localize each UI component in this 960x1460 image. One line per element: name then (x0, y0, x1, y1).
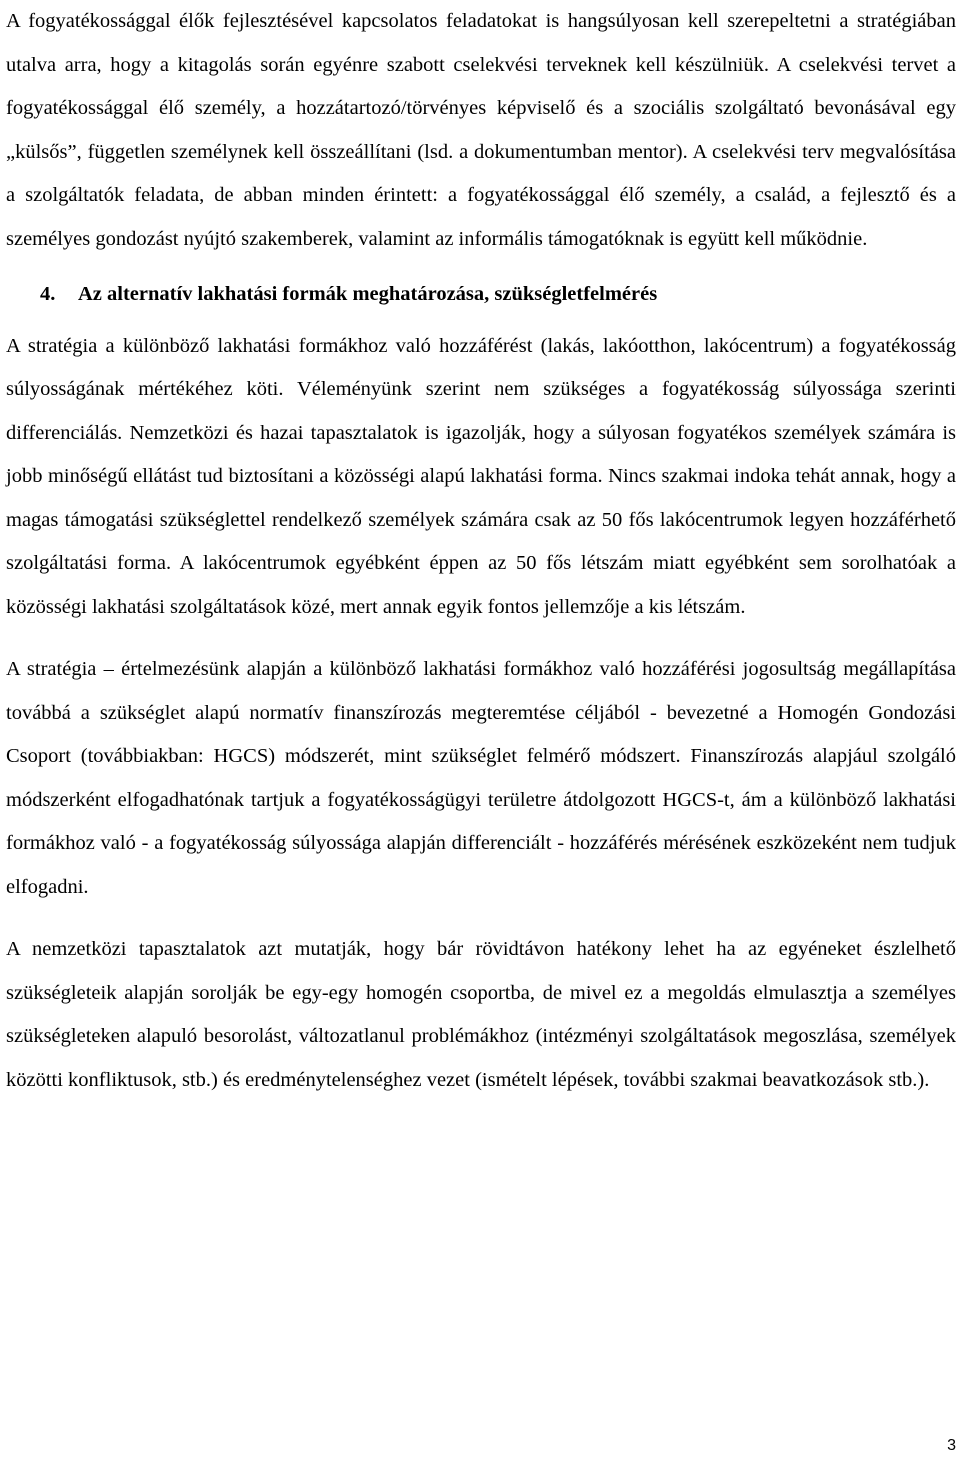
section-title: Az alternatív lakhatási formák meghatározása, szükségletfelmérés (78, 283, 658, 305)
paragraph-international-experience: A nemzetközi tapasztalatok azt mutatják, hogy bár rövidtávon hatékony lehet ha az egyéneket észlelhető szükségleteik alapján sorolják be egy-egy homogén csoportba, de mivel ez a megoldás elmulasztja a személyes szükségleteken alapuló besorolást, változatlanul problémákhoz (intézményi szolgáltatások megoszlása, személyek közötti konfliktusok, stb.) és eredménytelenséghez vezet (ismételt lépések, további szakmai beavatkozások stb.). (6, 938, 956, 1091)
paragraph-action-plan: A fogyatékossággal élők fejlesztésével kapcsolatos feladatokat is hangsúlyosan kell szerepeltetni a stratégiában utalva arra, hogy a kitagolás során egyénre szabott cselekvési terveknek kell készülniük. A cselekvési tervet a fogyatékossággal élő személy, a hozzátartozó/törvényes képviselő és a szociális szolgáltató bevonásával egy „külsős”, független személynek kell összeállítani (lsd. a dokumentumban mentor). A cselekvési terv megvalósítása a szolgáltatók feladata, de abban minden érintett: a fogyatékossággal élő személy, a család, a fejlesztő és a személyes gondozást nyújtó szakemberek, valamint az informális támogatóknak is együtt kell működnie. (6, 10, 956, 250)
section-number: 4. (40, 283, 56, 305)
paragraph-hgcs-method: A stratégia – értelmezésünk alapján a különböző lakhatási formákhoz való hozzáférési jogosultság megállapítása továbbá a szükséglet alapú normatív finanszírozás megteremtése céljából - bevezetné a Homogén Gondozási Csoport (továbbiakban: HGCS) módszerét, mint szükséglet felmérő módszert. Finanszírozás alapjául szolgáló módszerként elfogadhatónak tartjuk a fogyatékosságügyi területre átdolgozott HGCS-t, ám a különböző lakhatási formákhoz való - a fogyatékosság súlyossága alapján differenciált - hozzáférés mérésének eszközeként nem tudjuk elfogadni. (6, 658, 956, 898)
section-heading (6, 273, 956, 317)
paragraph-housing-access: A stratégia a különböző lakhatási formákhoz való hozzáférést (lakás, lakóotthon, lakócentrum) a fogyatékosság súlyosságának mértékéhez köti. Véleményünk szerint nem szükséges a fogyatékosság súlyossága szerinti differenciálás. Nemzetközi és hazai tapasztalatok is igazolják, hogy a súlyosan fogyatékos személyek számára is jobb minőségű ellátást tud biztosítani a közösségi alapú lakhatási forma. Nincs szakmai indoka tehát annak, hogy a magas támogatási szükséglettel rendelkező személyek számára csak az 50 fős lakócentrumok legyen hozzáférhető szolgáltatási forma. A lakócentrumok egyébként éppen az 50 fős létszám miatt egyébként sem sorolhatóak a közösségi lakhatási szolgáltatások közé, mert annak egyik fontos jellemzője a kis létszám. (6, 334, 956, 618)
page-number: 3 (947, 1437, 956, 1454)
document-page (6, 0, 956, 1102)
